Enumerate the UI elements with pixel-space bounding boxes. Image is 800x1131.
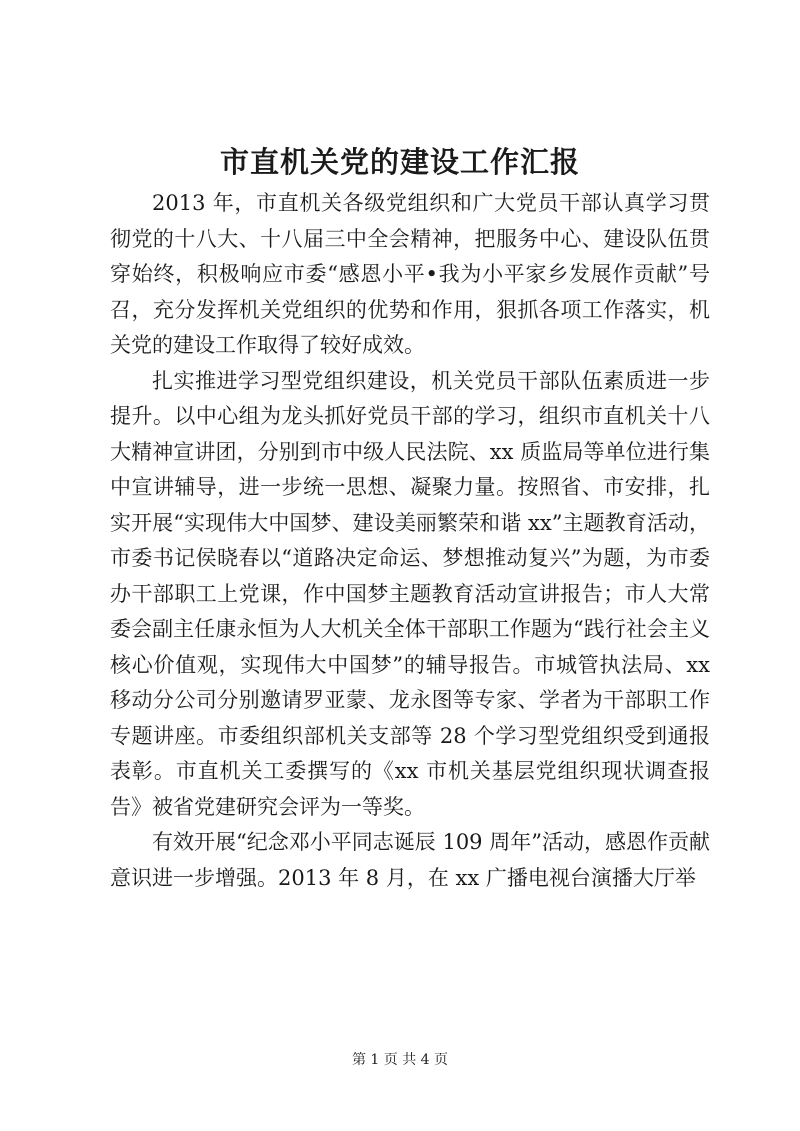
document-body [110, 186, 710, 896]
document-title: 市直机关党的建设工作汇报 [219, 145, 580, 179]
page-footer: 第 1 页 共 4 页 [351, 1052, 449, 1068]
paragraph-1: 2013 年，市直机关各级党组织和广大党员干部认真学习贯彻党的十八大、十八届三中全会精神，把服务中心、建设队伍贯穿始终，积极响应市委“感恩小平•我为小平家乡发展作贡献”号召，充分发挥机关党组织的优势和作用，狠抓各项工作落实，机关党的建设工作取得了较好成效。 [110, 191, 710, 357]
paragraph-2: 扎实推进学习型党组织建设，机关党员干部队伍素质进一步提升。以中心组为龙头抓好党员干部的学习，组织市直机关十八大精神宣讲团，分别到市中级人民法院、xx 质监局等单位进行集中宣讲辅导，进一步统一思想、凝聚力量。按照省、市安排，扎实开展“实现伟大中国梦、建设美丽繁荣和谐 xx”主题教育活动，市委书记侯晓春以“道路决定命运、梦想推动复兴”为题，为市委办干部职工上党课，作中国梦主题教育活动宣讲报告；市人大常委会副主任康永恒为人大机关全体干部职工作题为“践行社会主义核心价值观，实现伟大中国梦”的辅导报告。市城管执法局、xx 移动分公司分别邀请罗亚蒙、龙永图等专家、学者为干部职工作专题讲座。市委组织部机关支部等 28 个学习型党组织受到通报表彰。市直机关工委撰写的《xx 市机关基层党组织现状调查报告》被省党建研究会评为一等奖。 [110, 368, 710, 819]
paragraph-3: 有效开展“纪念邓小平同志诞辰 109 周年”活动，感恩作贡献意识进一步增强。2013 年 8 月，在 xx 广播电视台演播大厅举 [110, 830, 710, 890]
